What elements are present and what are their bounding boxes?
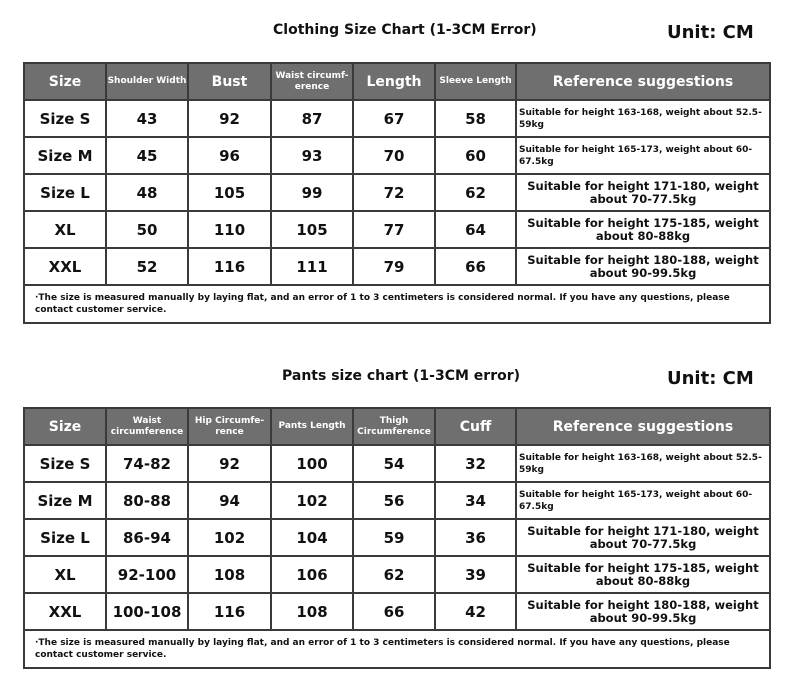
value-cell: 50: [106, 211, 188, 248]
column-header: Thigh Circumference: [353, 408, 435, 445]
value-cell: 105: [271, 211, 353, 248]
clothing-title: Clothing Size Chart (1-3CM Error): [273, 22, 537, 38]
value-cell: 104: [271, 519, 353, 556]
table-row: [24, 445, 770, 482]
value-cell: 105: [188, 174, 271, 211]
column-header: Hip Circumfe-rence: [188, 408, 271, 445]
value-cell: 70: [353, 137, 435, 174]
value-cell: 60: [435, 137, 516, 174]
column-header: Size: [24, 408, 106, 445]
table-row: [24, 174, 770, 211]
value-cell: 102: [188, 519, 271, 556]
clothing-unit: Unit: CM: [667, 22, 754, 43]
reference-cell: Suitable for height 171-180, weight about 70-77.5kg: [516, 519, 770, 556]
column-header: Bust: [188, 63, 271, 100]
value-cell: 59: [353, 519, 435, 556]
value-cell: 62: [353, 556, 435, 593]
value-cell: 32: [435, 445, 516, 482]
value-cell: 64: [435, 211, 516, 248]
column-header: Cuff: [435, 408, 516, 445]
table-row: [24, 137, 770, 174]
value-cell: 108: [271, 593, 353, 630]
value-cell: 94: [188, 482, 271, 519]
value-cell: 36: [435, 519, 516, 556]
reference-cell: Suitable for height 175-185, weight about 80-88kg: [516, 556, 770, 593]
value-cell: 79: [353, 248, 435, 285]
value-cell: 66: [353, 593, 435, 630]
size-cell: Size L: [24, 174, 106, 211]
value-cell: 111: [271, 248, 353, 285]
table-row: [24, 519, 770, 556]
value-cell: 108: [188, 556, 271, 593]
reference-cell: Suitable for height 171-180, weight about 70-77.5kg: [516, 174, 770, 211]
value-cell: 42: [435, 593, 516, 630]
column-header: Shoulder Width: [106, 63, 188, 100]
column-header: Length: [353, 63, 435, 100]
value-cell: 67: [353, 100, 435, 137]
reference-cell: Suitable for height 163-168, weight about 52.5-59kg: [516, 100, 770, 137]
value-cell: 58: [435, 100, 516, 137]
pants-title: Pants size chart (1-3CM error): [282, 368, 521, 384]
reference-cell: Suitable for height 165-173, weight about 60-67.5kg: [516, 482, 770, 519]
table-row: [24, 248, 770, 285]
value-cell: 106: [271, 556, 353, 593]
note-row: [24, 285, 770, 323]
value-cell: 92: [188, 445, 271, 482]
table-row: [24, 593, 770, 630]
value-cell: 74-82: [106, 445, 188, 482]
pants-unit: Unit: CM: [667, 368, 754, 389]
value-cell: 56: [353, 482, 435, 519]
size-cell: XL: [24, 211, 106, 248]
reference-cell: Suitable for height 180-188, weight about 90-99.5kg: [516, 593, 770, 630]
value-cell: 110: [188, 211, 271, 248]
note: ·The size is measured manually by laying flat, and an error of 1 to 3 centimeters is considered normal. If you have any questions, please contact customer service.: [24, 285, 770, 323]
value-cell: 45: [106, 137, 188, 174]
value-cell: 54: [353, 445, 435, 482]
size-cell: Size S: [24, 445, 106, 482]
table-row: [24, 211, 770, 248]
reference-cell: Suitable for height 163-168, weight about 52.5-59kg: [516, 445, 770, 482]
size-cell: Size M: [24, 482, 106, 519]
column-header: Size: [24, 63, 106, 100]
value-cell: 52: [106, 248, 188, 285]
table-row: [24, 556, 770, 593]
value-cell: 86-94: [106, 519, 188, 556]
size-cell: Size L: [24, 519, 106, 556]
size-cell: Size S: [24, 100, 106, 137]
column-header: Pants Length: [271, 408, 353, 445]
value-cell: 93: [271, 137, 353, 174]
size-cell: Size M: [24, 137, 106, 174]
value-cell: 99: [271, 174, 353, 211]
clothing-size-table: [23, 62, 771, 324]
value-cell: 100: [271, 445, 353, 482]
value-cell: 48: [106, 174, 188, 211]
value-cell: 102: [271, 482, 353, 519]
value-cell: 87: [271, 100, 353, 137]
reference-cell: Suitable for height 180-188, weight about 90-99.5kg: [516, 248, 770, 285]
table-row: [24, 100, 770, 137]
value-cell: 96: [188, 137, 271, 174]
value-cell: 100-108: [106, 593, 188, 630]
pants-size-table: [23, 407, 771, 669]
value-cell: 116: [188, 248, 271, 285]
size-cell: XXL: [24, 248, 106, 285]
reference-cell: Suitable for height 175-185, weight about 80-88kg: [516, 211, 770, 248]
column-header: Reference suggestions: [516, 408, 770, 445]
note-row: [24, 630, 770, 668]
size-cell: XL: [24, 556, 106, 593]
value-cell: 39: [435, 556, 516, 593]
value-cell: 77: [353, 211, 435, 248]
column-header: Waist circumf-erence: [271, 63, 353, 100]
value-cell: 34: [435, 482, 516, 519]
column-header: Waist circumference: [106, 408, 188, 445]
size-cell: XXL: [24, 593, 106, 630]
reference-cell: Suitable for height 165-173, weight about 60-67.5kg: [516, 137, 770, 174]
header-row: [24, 63, 770, 100]
value-cell: 43: [106, 100, 188, 137]
value-cell: 62: [435, 174, 516, 211]
header-row: [24, 408, 770, 445]
table-row: [24, 482, 770, 519]
value-cell: 92-100: [106, 556, 188, 593]
value-cell: 92: [188, 100, 271, 137]
value-cell: 72: [353, 174, 435, 211]
value-cell: 80-88: [106, 482, 188, 519]
value-cell: 116: [188, 593, 271, 630]
column-header: Sleeve Length: [435, 63, 516, 100]
value-cell: 66: [435, 248, 516, 285]
note: ·The size is measured manually by laying flat, and an error of 1 to 3 centimeters is considered normal. If you have any questions, please contact customer service.: [24, 630, 770, 668]
column-header: Reference suggestions: [516, 63, 770, 100]
